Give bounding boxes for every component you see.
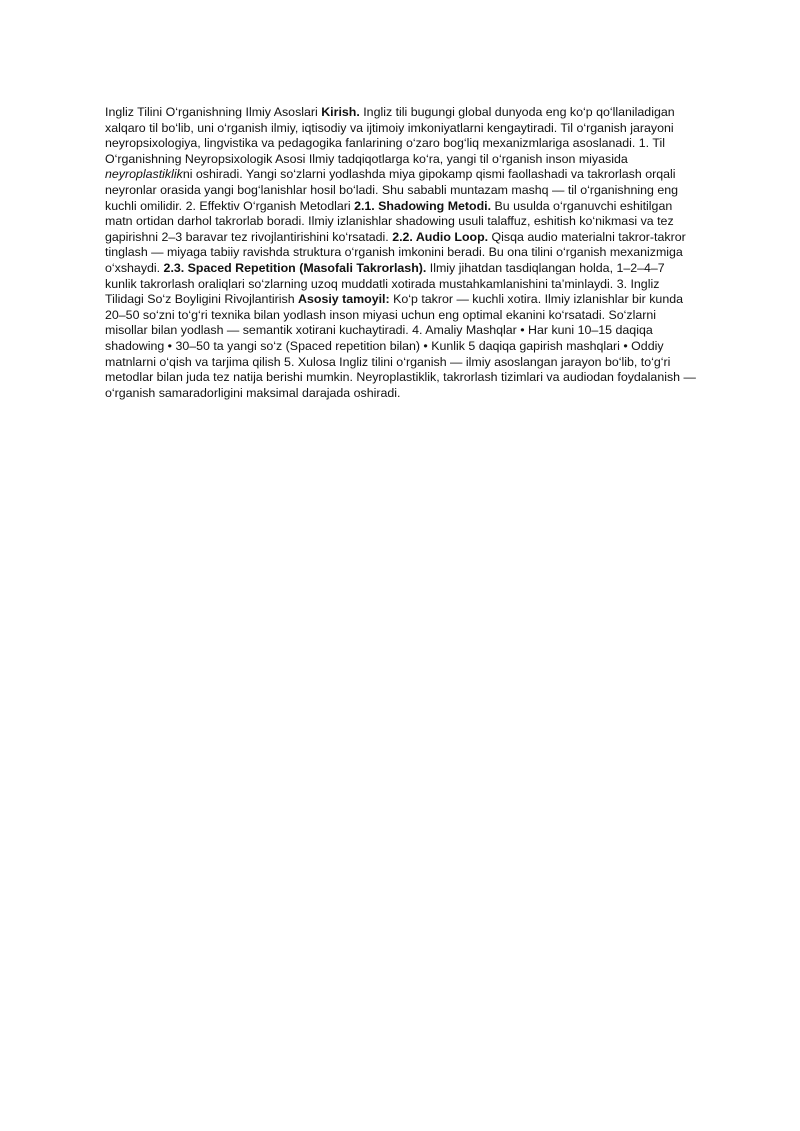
emphasis-term: neyroplastiklik	[105, 167, 183, 182]
body-text: Ko‘p takror — kuchli xotira. Ilmiy izlanishlar bir kunda 20–50 so‘zni to‘g‘ri texnika bilan yodlash inson miyasi uchun eng optimal ekanini ko‘rsatadi. So‘zlarni misollar bilan yodlash — semantik xotirani kuchaytiradi. 4. Amaliy Mashqlar • Har kuni 10–15 daqiqa shadowing • 30–50 ta yangi so‘z (Spaced repetition bilan) • Kunlik 5 daqiqa gapirish mashqlari • Oddiy matnlarni o‘qish va tarjima qilish 5. Xulosa Ingliz tilini o‘rganish — ilmiy asoslangan jarayon bo‘lib, to‘g‘ri metodlar bilan juda tez natija berishi mumkin. Neyroplastiklik, takrorlash tizimlari va audiodan foydalanish — o‘rganish samaradorligini maksimal darajada oshiradi.	[105, 292, 696, 400]
document-body	[105, 105, 697, 401]
document-paragraph	[105, 105, 697, 401]
section-heading-audio-loop: 2.2. Audio Loop.	[392, 229, 489, 244]
body-text: Ingliz tili bugungi global dunyoda eng ko‘p qo‘llaniladigan xalqaro til bo‘lib, uni o‘rganish ilmiy, iqtisodiy va ijtimoiy imkoniyatlarni kengaytiradi. Til o‘rganish jarayoni neyropsixologiya, lingvistika va pedagogika fanlarining o‘zaro bog‘liq mexanizmlariga asoslanadi. 1. Til O‘rganishning Neyropsixologik Asosi Ilmiy tadqiqotlarga ko‘ra, yangi til o‘rganish inson miyasida	[105, 105, 675, 166]
intro-heading: Kirish.	[321, 105, 360, 119]
section-heading-spaced-repetition: 2.3. Spaced Repetition (Masofali Takrorlash).	[163, 260, 427, 275]
body-text: Bu usulda o‘rganuvchi eshitilgan matn ortidan darhol takrorlab boradi. Ilmiy izlanishlar shadowing usuli talaffuz, eshitish ko‘nikmasi va tez gapirishni 2–3 baravar tez rivojlantirishini ko‘rsatadi.	[105, 198, 674, 244]
section-heading-shadowing: 2.1. Shadowing Metodi.	[354, 198, 492, 213]
body-text: ni oshiradi. Yangi so‘zlarni yodlashda miya gipokamp qismi faollashadi va takrorlash orqali neyronlar orasida yangi bog‘lanishlar hosil bo‘ladi. Shu sababli muntazam mashq — til o‘rganishning eng kuchli omilidir. 2. Effektiv O‘rganish Metodlari	[105, 167, 679, 213]
document-title-text: Ingliz Tilini O‘rganishning Ilmiy Asoslari	[105, 105, 322, 119]
body-text: Qisqa audio materialni takror-takror tinglash — miyaga tabiiy ravishda struktura o‘rganish imkonini beradi. Bu ona tilini o‘rganish mexanizmiga o‘xshaydi.	[105, 229, 686, 275]
principle-heading: Asosiy tamoyil:	[298, 292, 390, 307]
body-text: Ilmiy jihatdan tasdiqlangan holda, 1–2–4–7 kunlik takrorlash oraliqlari so‘zlarning uzoq muddatli xotirada mustahkamlanishini ta’minlaydi. 3. Ingliz Tilidagi So‘z Boyligini Rivojlantirish	[105, 260, 665, 307]
